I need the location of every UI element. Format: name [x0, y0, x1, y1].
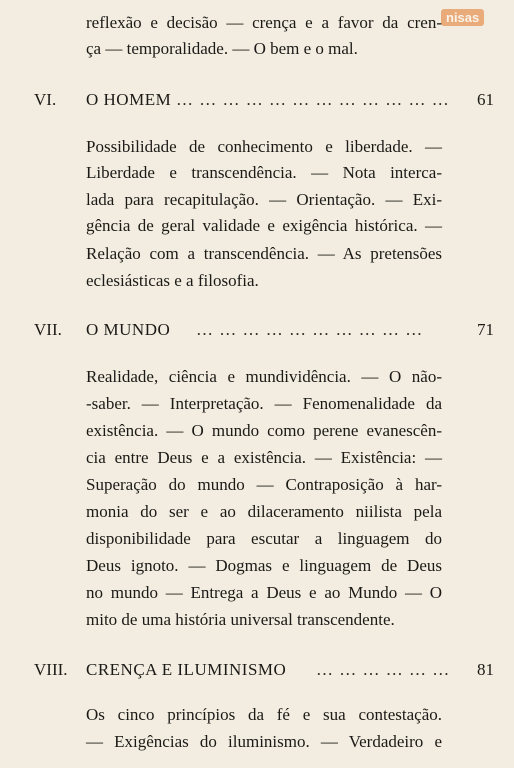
text-line: Os cinco princípios da fé e sua contestação. — [86, 705, 442, 724]
dot-leader: … … … … … … — [316, 660, 451, 679]
text-line: gência de geral validade e exigência histórica. — — [86, 216, 442, 235]
dot-leader: … … … … … … … … … … — [196, 320, 424, 339]
text-line: Possibilidade de conhecimento e liberdade. — — [86, 137, 442, 156]
text-line: Deus ignoto. — Dogmas e linguagem de Deus — [86, 556, 442, 575]
text-line: Superação do mundo — Contraposição à har- — [86, 475, 442, 494]
text-line: cia entre Deus e a existência. — Existência: — — [86, 448, 442, 467]
text-line: lada para recapitulação. — Orientação. — Exi- — [86, 190, 442, 209]
page-number: 81 — [477, 660, 494, 679]
toc-heading-vii — [34, 318, 494, 342]
text-line: no mundo — Entrega a Deus e ao Mundo — O — [86, 583, 442, 602]
text-line: monia do ser e ao dilaceramento niilista pela — [86, 502, 442, 521]
dot-leader: … … … … … … … … … … … … — [176, 90, 450, 109]
toc-heading-vi — [34, 88, 494, 112]
text-line: Realidade, ciência e mundividência. — O não- — [86, 367, 442, 386]
chapter-title: O MUNDO — [86, 320, 171, 339]
text-line: existência. — O mundo como perene evanescên- — [86, 421, 442, 440]
chapter-title: CRENÇA E ILUMINISMO — [86, 660, 287, 679]
text-line: ça — temporalidade. — O bem e o mal. — [86, 39, 358, 58]
text-line: reflexão e decisão — crença e a favor da cren- — [86, 13, 442, 32]
text-line: Relação com a transcendência. — As pretensões — [86, 244, 442, 263]
page-number: 71 — [477, 320, 494, 339]
chapter-number: VII. — [34, 320, 62, 339]
text-line: — Exigências do iluminismo. — Verdadeiro e — [86, 732, 442, 751]
chapter-number: VI. — [34, 90, 57, 109]
page-number: 61 — [477, 90, 494, 109]
text-line: -saber. — Interpretação. — Fenomenalidade da — [86, 394, 442, 413]
text-line: Liberdade e transcendência. — Nota interca- — [86, 163, 442, 182]
toc-heading-viii — [34, 658, 494, 682]
text-line: disponibilidade para escutar a linguagem do — [86, 529, 442, 548]
text-line: mito de uma história universal transcendente. — [86, 610, 395, 629]
chapter-title: O HOMEM — [86, 90, 172, 109]
text-line: eclesiásticas e a filosofia. — [86, 271, 259, 290]
watermark-badge: nisas — [441, 9, 484, 26]
chapter-number: VIII. — [34, 660, 68, 679]
